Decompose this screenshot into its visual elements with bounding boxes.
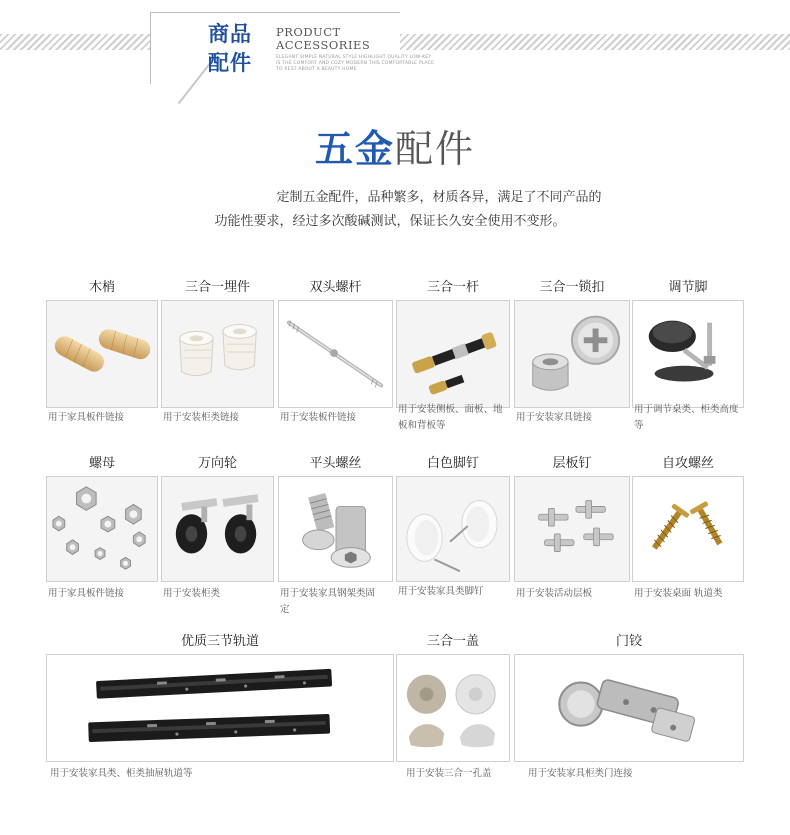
product-image <box>46 300 158 408</box>
product-name: 三合一埋件 <box>184 280 250 295</box>
product-name: 门铰 <box>615 634 642 649</box>
wooden-dowel-icon <box>47 301 157 407</box>
product-image <box>161 300 274 408</box>
header-en-line2: ACCESSORIES <box>276 38 371 52</box>
double-screw-rod-icon <box>279 301 392 407</box>
product-caption: 用于安装侧板、面板、地板和背板等 <box>398 404 503 431</box>
header-stripe-left <box>0 34 150 50</box>
product-image <box>278 300 393 408</box>
product-name: 白色脚钉 <box>426 456 479 471</box>
caster-wheel-icon <box>162 477 273 581</box>
product-name: 木梢 <box>88 280 115 295</box>
product-caption: 用于安装三合一孔盖 <box>406 768 492 779</box>
product-image <box>514 300 630 408</box>
product-image <box>396 300 510 408</box>
product-name: 平头螺丝 <box>309 456 362 471</box>
product-caption: 用于安装板件链接 <box>280 412 357 423</box>
product-image <box>632 300 744 408</box>
product-name: 层板钉 <box>552 456 592 471</box>
product-name: 调节脚 <box>668 280 708 295</box>
product-name: 双头螺杆 <box>309 280 362 295</box>
product-name: 螺母 <box>88 456 115 471</box>
leveling-foot-icon <box>633 301 743 407</box>
product-image <box>46 654 394 762</box>
product-image <box>396 476 510 582</box>
header-en-title <box>276 26 370 52</box>
self-tapping-screw-icon <box>633 477 743 581</box>
product-name: 万向轮 <box>197 456 237 471</box>
product-image <box>632 476 744 582</box>
door-hinge-icon <box>515 655 743 761</box>
page-description <box>0 186 790 234</box>
product-image <box>278 476 393 582</box>
product-image <box>46 476 158 582</box>
header-cn-line1: 商品 <box>208 22 252 46</box>
product-caption: 用于安装家具类、柜类抽屉轨道等 <box>50 768 193 779</box>
header-cn-line2: 配件 <box>208 51 252 75</box>
header-stripe-right <box>400 34 790 50</box>
flat-head-screw-icon <box>279 477 392 581</box>
product-name: 三合一杆 <box>426 280 479 295</box>
page-title <box>0 118 790 173</box>
product-caption: 用于安装家具柜类门连接 <box>528 768 633 779</box>
description-line2: 功能性要求，经过多次酸碱测试，保证长久安全使用不变形。 <box>214 214 566 229</box>
product-image <box>396 654 510 762</box>
product-image <box>514 476 630 582</box>
cam-lock-icon <box>515 301 629 407</box>
product-name: 三合一盖 <box>426 634 479 649</box>
page-title-blue: 五金 <box>314 127 395 171</box>
product-caption: 用于安装家具钢架类固定 <box>280 588 376 615</box>
connector-rod-icon <box>397 301 509 407</box>
product-image <box>161 476 274 582</box>
product-caption: 用于家具板件链接 <box>48 588 125 599</box>
product-caption: 用于安装柜类 <box>163 588 221 599</box>
product-image <box>514 654 744 762</box>
shelf-pin-icon <box>515 477 629 581</box>
product-name: 优质三节轨道 <box>180 634 259 649</box>
header-small-line1: ELEGANT SIMPLE NATURAL STYLE HIGHLIGHT QUALITY LOW-KEY <box>276 55 432 60</box>
product-caption: 用于安装家具链接 <box>516 412 593 423</box>
page-title-gray: 配件 <box>395 127 476 171</box>
hex-nut-icon <box>47 477 157 581</box>
header-en-line1: PRODUCT <box>276 25 341 39</box>
product-caption: 用于安装柜类链接 <box>163 412 240 423</box>
embedded-nut-icon <box>162 301 273 407</box>
hole-cap-icon <box>397 655 509 761</box>
header-small-line3: TO REST ABOUT A BEAUTY HOME <box>276 67 357 72</box>
white-foot-nail-icon <box>397 477 509 581</box>
header-small-line2: IS THE COMFORT AND COZY MODERN THIS COMFORTABLE PLACE <box>276 61 435 66</box>
description-line1: 定制五金配件，品种繁多，材质各异，满足了不同产品的 <box>276 190 602 205</box>
product-caption: 用于家具板件链接 <box>48 412 125 423</box>
header-small-text <box>276 55 446 73</box>
product-caption: 用于安装桌面 轨道类 <box>634 588 723 599</box>
product-caption: 用于安装活动层板 <box>516 588 593 599</box>
drawer-slide-icon <box>47 655 393 761</box>
product-caption: 用于调节桌类、柜类高度等 <box>634 404 739 431</box>
product-name: 自攻螺丝 <box>661 456 714 471</box>
product-name: 三合一锁扣 <box>539 280 605 295</box>
product-caption: 用于安装家具类脚钉 <box>398 586 484 597</box>
header-cn-title <box>208 20 264 78</box>
